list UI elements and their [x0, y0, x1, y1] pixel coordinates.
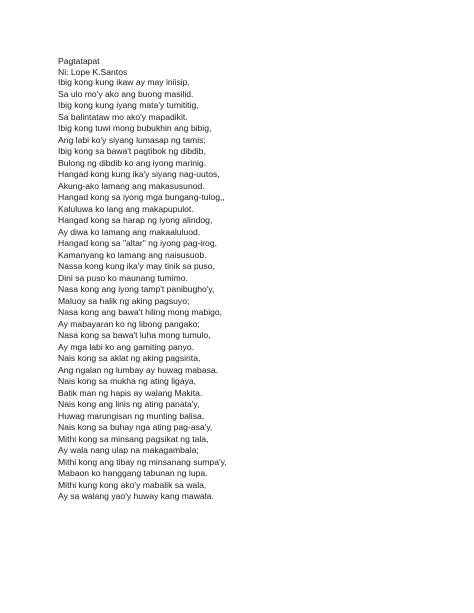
- poem-line: Nassa kong kung ika'y may tinik sa puso,: [58, 261, 215, 271]
- poem-line: Mithi kong sa minsang pagsikat ng tala,: [58, 433, 209, 444]
- poem-line: Mabaon ko hanggang tabunan ng lupa.: [58, 468, 208, 478]
- poem-line: Ibig kong tuwi mong bubukhin ang bibig,: [58, 123, 212, 133]
- poem-line: Ay wala nang ulap na makagambala;: [58, 445, 199, 455]
- poem-line: Nais kong sa aklat ng aking pagsinta,: [58, 353, 201, 363]
- poem-author: Ni: Lope K.Santos: [58, 66, 128, 77]
- poem-line: Nais kong sa buhay nga ating pag-asa'y,: [58, 422, 213, 432]
- poem-line: Nais kong sa mukha ng ating ligaya,: [58, 376, 197, 386]
- poem-line: Bulong ng dibdib ko ang iyong marinig.: [58, 157, 207, 168]
- poem-line: Nasa kong ang iyong tamp't panibugho'y,: [58, 284, 215, 294]
- poem: [58, 56, 438, 503]
- poem-line: Maluoy sa halik ng aking pagsuyo;: [58, 295, 190, 306]
- poem-lines: [58, 77, 438, 503]
- poem-line: Batik man ng hapis ay walang Makita.: [58, 387, 203, 398]
- poem-line: Hangad kong kung ika'y siyang nag-uutos,: [58, 169, 220, 179]
- poem-line: Ay mga labi ko ang gamiting panyo.: [58, 341, 194, 352]
- poem-line: Ay mabayaran ko ng libong pangako;: [58, 318, 200, 329]
- poem-line: Ang labi ko'y siyang lumasap ng tamis;: [58, 134, 206, 145]
- poem-line: Mithi kung kong ako'y mabalik sa wala,: [58, 479, 207, 490]
- poem-line: Kamanyang ko lamang ang naisusuob.: [58, 249, 207, 260]
- poem-line: Ang ngalan ng lumbay ay huwag mabasa.: [58, 364, 219, 375]
- poem-line: Sa balintataw mo ako'y mapadikit.: [58, 111, 188, 122]
- poem-line: Ibig kong sa bawa't pagtibok ng dibdib,: [58, 146, 206, 156]
- poem-line: Hangad kong sa iyong mga bungang-tulog,,: [58, 192, 225, 202]
- poem-line: Nasa kong ang bawa't hiling mong mabigo,: [58, 307, 223, 317]
- poem-line: Dini sa puso ko maunang tumimo.: [58, 272, 188, 283]
- poem-line: Ay diwa ko lamang ang makaaluluod.: [58, 226, 201, 237]
- poem-line: Nasa kong sa bawa't luha mong tumulo,: [58, 330, 211, 340]
- poem-line: Mithi kong ang tibay ng minsanang sumpa'y,: [58, 456, 227, 467]
- poem-line: Sa ulo mo'y ako ang buong masilid.: [58, 88, 194, 99]
- poem-line: Ibig kong kung iyang mata'y tumititig,: [58, 100, 199, 110]
- poem-title: Pagtatapat: [58, 56, 100, 66]
- poem-line: Ay sa walang yao'y huway kang mawala.: [58, 491, 214, 501]
- poem-line: Ibig kong kung ikaw ay may iniisip,: [58, 77, 190, 87]
- poem-line: Huwag marungisan ng munting balisa,: [58, 410, 205, 421]
- poem-line: Hangad kong sa "altar" ng iyong pag-irog,: [58, 238, 217, 248]
- poem-line: Hangad kong sa harap ng iyong alindog,: [58, 215, 213, 225]
- poem-line: Kaluluwa ko lang ang makapupulot.: [58, 203, 194, 214]
- poem-line: Nais kong ang linis ng ating panata'y,: [58, 399, 200, 409]
- poem-line: Akung-ako lamang ang makasusunod.: [58, 180, 205, 191]
